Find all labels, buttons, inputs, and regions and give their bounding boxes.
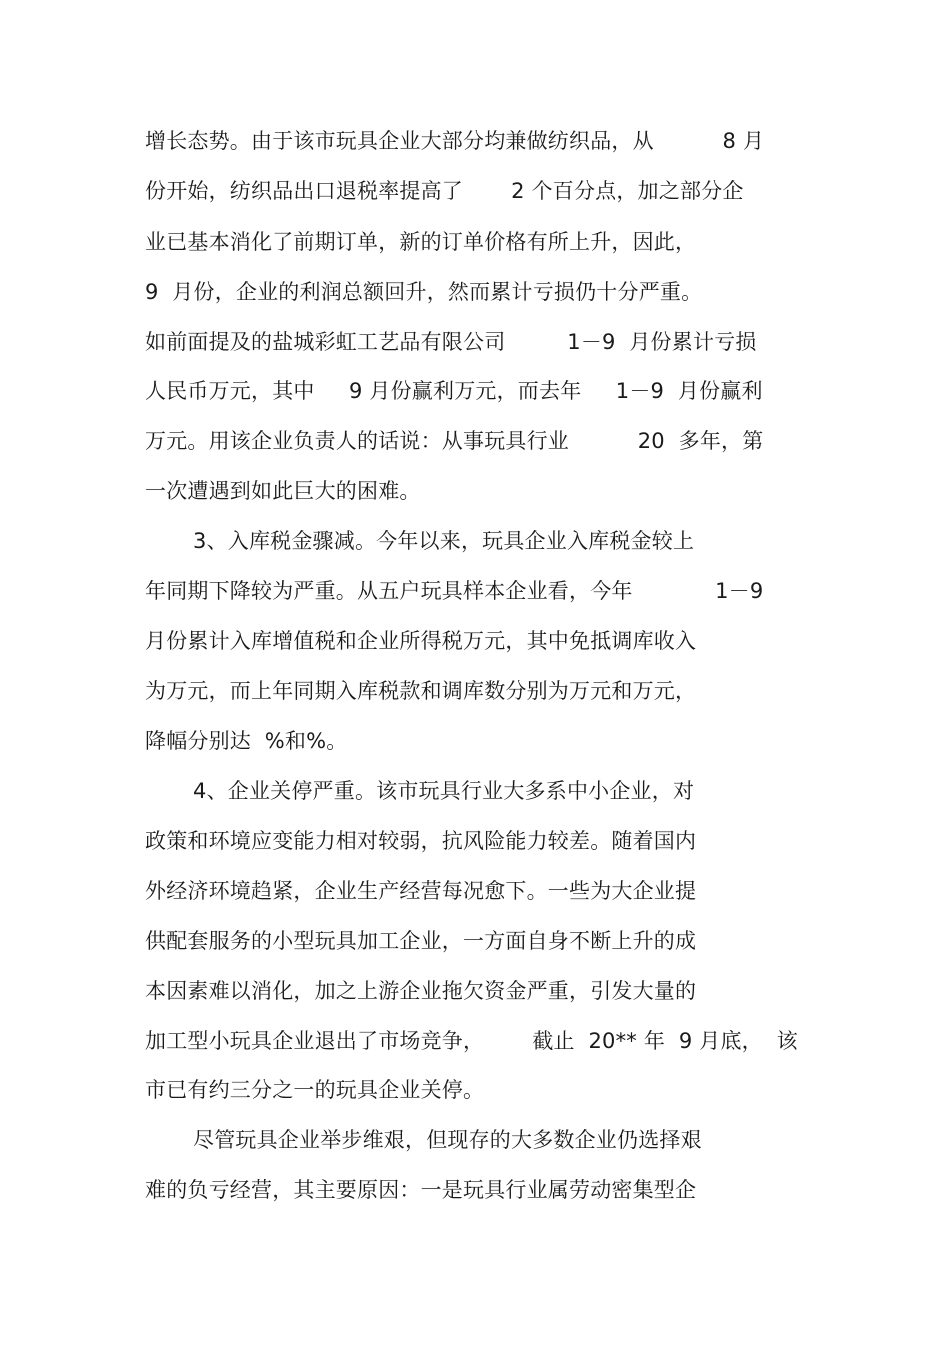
paragraph-start-line: 4、企业关停严重。该市玩具行业大多系中小企业，对 bbox=[193, 779, 695, 803]
text-line: 人民币万元，其中 9 月份赢利万元，而去年 1－9 月份赢利 bbox=[145, 379, 763, 403]
text-line: 如前面提及的盐城彩虹工艺品有限公司 1－9 月份累计亏损 bbox=[145, 330, 757, 354]
text-line: 加工型小玩具企业退出了市场竞争， 截止 20** 年 9 月底， 该 bbox=[145, 1029, 798, 1053]
text-line: 万元。用该企业负责人的话说：从事玩具行业 20 多年，第 bbox=[145, 429, 764, 453]
text-line: 业已基本消化了前期订单，新的订单价格有所上升，因此， bbox=[145, 230, 697, 254]
text-line: 9 月份，企业的利润总额回升，然而累计亏损仍十分严重。 bbox=[145, 280, 703, 304]
text-line: 为万元，而上年同期入库税款和调库数分别为万元和万元， bbox=[145, 679, 697, 703]
text-line: 降幅分别达 %和%。 bbox=[145, 729, 348, 753]
text-line: 外经济环境趋紧，企业生产经营每况愈下。一些为大企业提 bbox=[145, 879, 697, 903]
text-line: 市已有约三分之一的玩具企业关停。 bbox=[145, 1078, 485, 1102]
text-line: 供配套服务的小型玩具加工企业，一方面自身不断上升的成 bbox=[145, 929, 697, 953]
text-line: 一次遭遇到如此巨大的困难。 bbox=[145, 479, 421, 503]
paragraph-start-line: 尽管玩具企业举步维艰，但现存的大多数企业仍选择艰 bbox=[193, 1128, 702, 1152]
text-line: 政策和环境应变能力相对较弱，抗风险能力较差。随着国内 bbox=[145, 829, 697, 853]
text-line: 本因素难以消化，加之上游企业拖欠资金严重，引发大量的 bbox=[145, 979, 697, 1003]
text-line: 增长态势。由于该市玩具企业大部分均兼做纺织品，从 8 月 bbox=[145, 129, 765, 153]
paragraph-start-line: 3、入库税金骤减。今年以来，玩具企业入库税金较上 bbox=[193, 529, 695, 553]
text-line: 份开始，纺织品出口退税率提高了 2 个百分点，加之部分企 bbox=[145, 179, 744, 203]
text-line: 月份累计入库增值税和企业所得税万元，其中免抵调库收入 bbox=[145, 629, 697, 653]
text-line: 年同期下降较为严重。从五户玩具样本企业看，今年 1－9 bbox=[145, 579, 764, 603]
text-line: 难的负亏经营，其主要原因：一是玩具行业属劳动密集型企 bbox=[145, 1178, 697, 1202]
